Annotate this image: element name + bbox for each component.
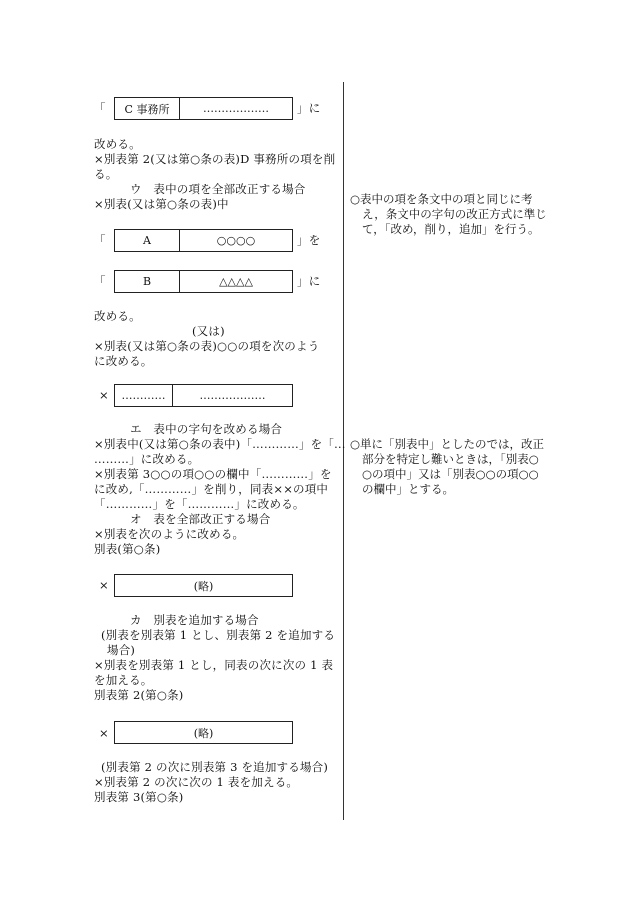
table-cell: ……………… xyxy=(172,385,292,406)
note-line: 部分を特定し難いときは，「別表○ xyxy=(362,452,539,466)
cross-mark: × xyxy=(99,578,109,592)
table-cell: C 事務所 xyxy=(124,102,170,116)
table-cell: B xyxy=(142,275,152,288)
body-line: ×別表を次のように改める。 xyxy=(94,527,245,541)
table-cell: A xyxy=(143,234,151,247)
body-line: ×別表第 2 の次に次の 1 表を加える。 xyxy=(94,775,299,789)
section-heading: ウ 表中の項を全部改正する場合 xyxy=(130,182,306,196)
table-cell: ……………… xyxy=(179,98,292,119)
cross-mark: × xyxy=(99,726,109,740)
note-line: て，「改め，削り，追加」を行う。 xyxy=(362,222,540,236)
body-line: る。 xyxy=(94,167,118,181)
body-line: 別表第 3(第○条) xyxy=(94,790,184,804)
body-line: に改め,「…………」を削り，同表××の項中 xyxy=(94,482,329,496)
body-line: ×別表中(又は第○条の表中)「…………」を「… xyxy=(94,437,346,451)
close-quote: 」を xyxy=(297,233,321,247)
table-cell: △△△△ xyxy=(179,271,292,292)
table-cell: (略) xyxy=(193,726,214,740)
table-fragment-box xyxy=(114,270,293,293)
body-line: (別表第 2 の次に別表第 3 を追加する場合) xyxy=(101,760,329,774)
body-line: (又は) xyxy=(192,324,225,338)
body-line: 「…………」を「…………」に改める。 xyxy=(94,497,305,511)
body-line: ………」に改める。 xyxy=(94,452,200,466)
close-quote: 」に xyxy=(297,274,321,288)
table-cell: ○○○○ xyxy=(179,230,292,251)
note-block xyxy=(350,437,585,497)
body-line: に改める。 xyxy=(94,354,153,368)
body-line: ×別表第 3○○の項○○の欄中「…………」を xyxy=(94,467,332,481)
note-line: ○の項中」又は「別表○○の項○○ xyxy=(362,467,539,481)
section-heading: カ 別表を追加する場合 xyxy=(130,613,259,627)
table-fragment-box xyxy=(114,721,293,744)
body-line: 場合) xyxy=(107,643,136,657)
note-line: ○表中の項を条文中の項と同じに考 xyxy=(350,192,533,206)
note-line: ○単に「別表中」としたのでは，改正 xyxy=(350,437,545,451)
body-line: 別表第 2(第○条) xyxy=(94,688,184,702)
table-fragment-box xyxy=(114,384,293,407)
section-heading: オ 表を全部改正する場合 xyxy=(130,512,271,526)
body-line: ×別表第 2(又は第○条の表)D 事務所の項を削 xyxy=(94,152,336,166)
body-line: 別表(第○条) xyxy=(94,542,161,556)
body-line: (別表を別表第 1 とし、別表第 2 を追加する xyxy=(101,628,336,642)
table-fragment-box xyxy=(114,229,293,252)
body-line: を加える。 xyxy=(94,673,153,687)
open-quote: 「 xyxy=(94,274,106,288)
section-heading: エ 表中の字句を改める場合 xyxy=(130,422,283,436)
table-fragment-box xyxy=(114,574,293,597)
body-line: ×別表(又は第○条の表)○○の項を次のよう xyxy=(94,339,320,353)
body-line: ×別表(又は第○条の表)中 xyxy=(94,197,229,211)
note-line: の欄中」とする。 xyxy=(362,482,454,496)
table-fragment-box xyxy=(114,97,293,120)
note-line: え，条文中の字句の改正方式に準じ xyxy=(362,207,547,221)
open-quote: 「 xyxy=(94,233,106,247)
table-cell: ………… xyxy=(121,389,166,402)
table-cell: (略) xyxy=(193,579,214,593)
body-line: 改める。 xyxy=(94,309,141,323)
body-line: 改める。 xyxy=(94,137,141,151)
note-block xyxy=(350,192,585,237)
open-quote: 「 xyxy=(94,101,106,115)
cross-mark: × xyxy=(99,388,109,402)
body-line: ×別表を別表第 1 とし，同表の次に次の 1 表 xyxy=(94,658,334,672)
close-quote: 」に xyxy=(297,101,321,115)
